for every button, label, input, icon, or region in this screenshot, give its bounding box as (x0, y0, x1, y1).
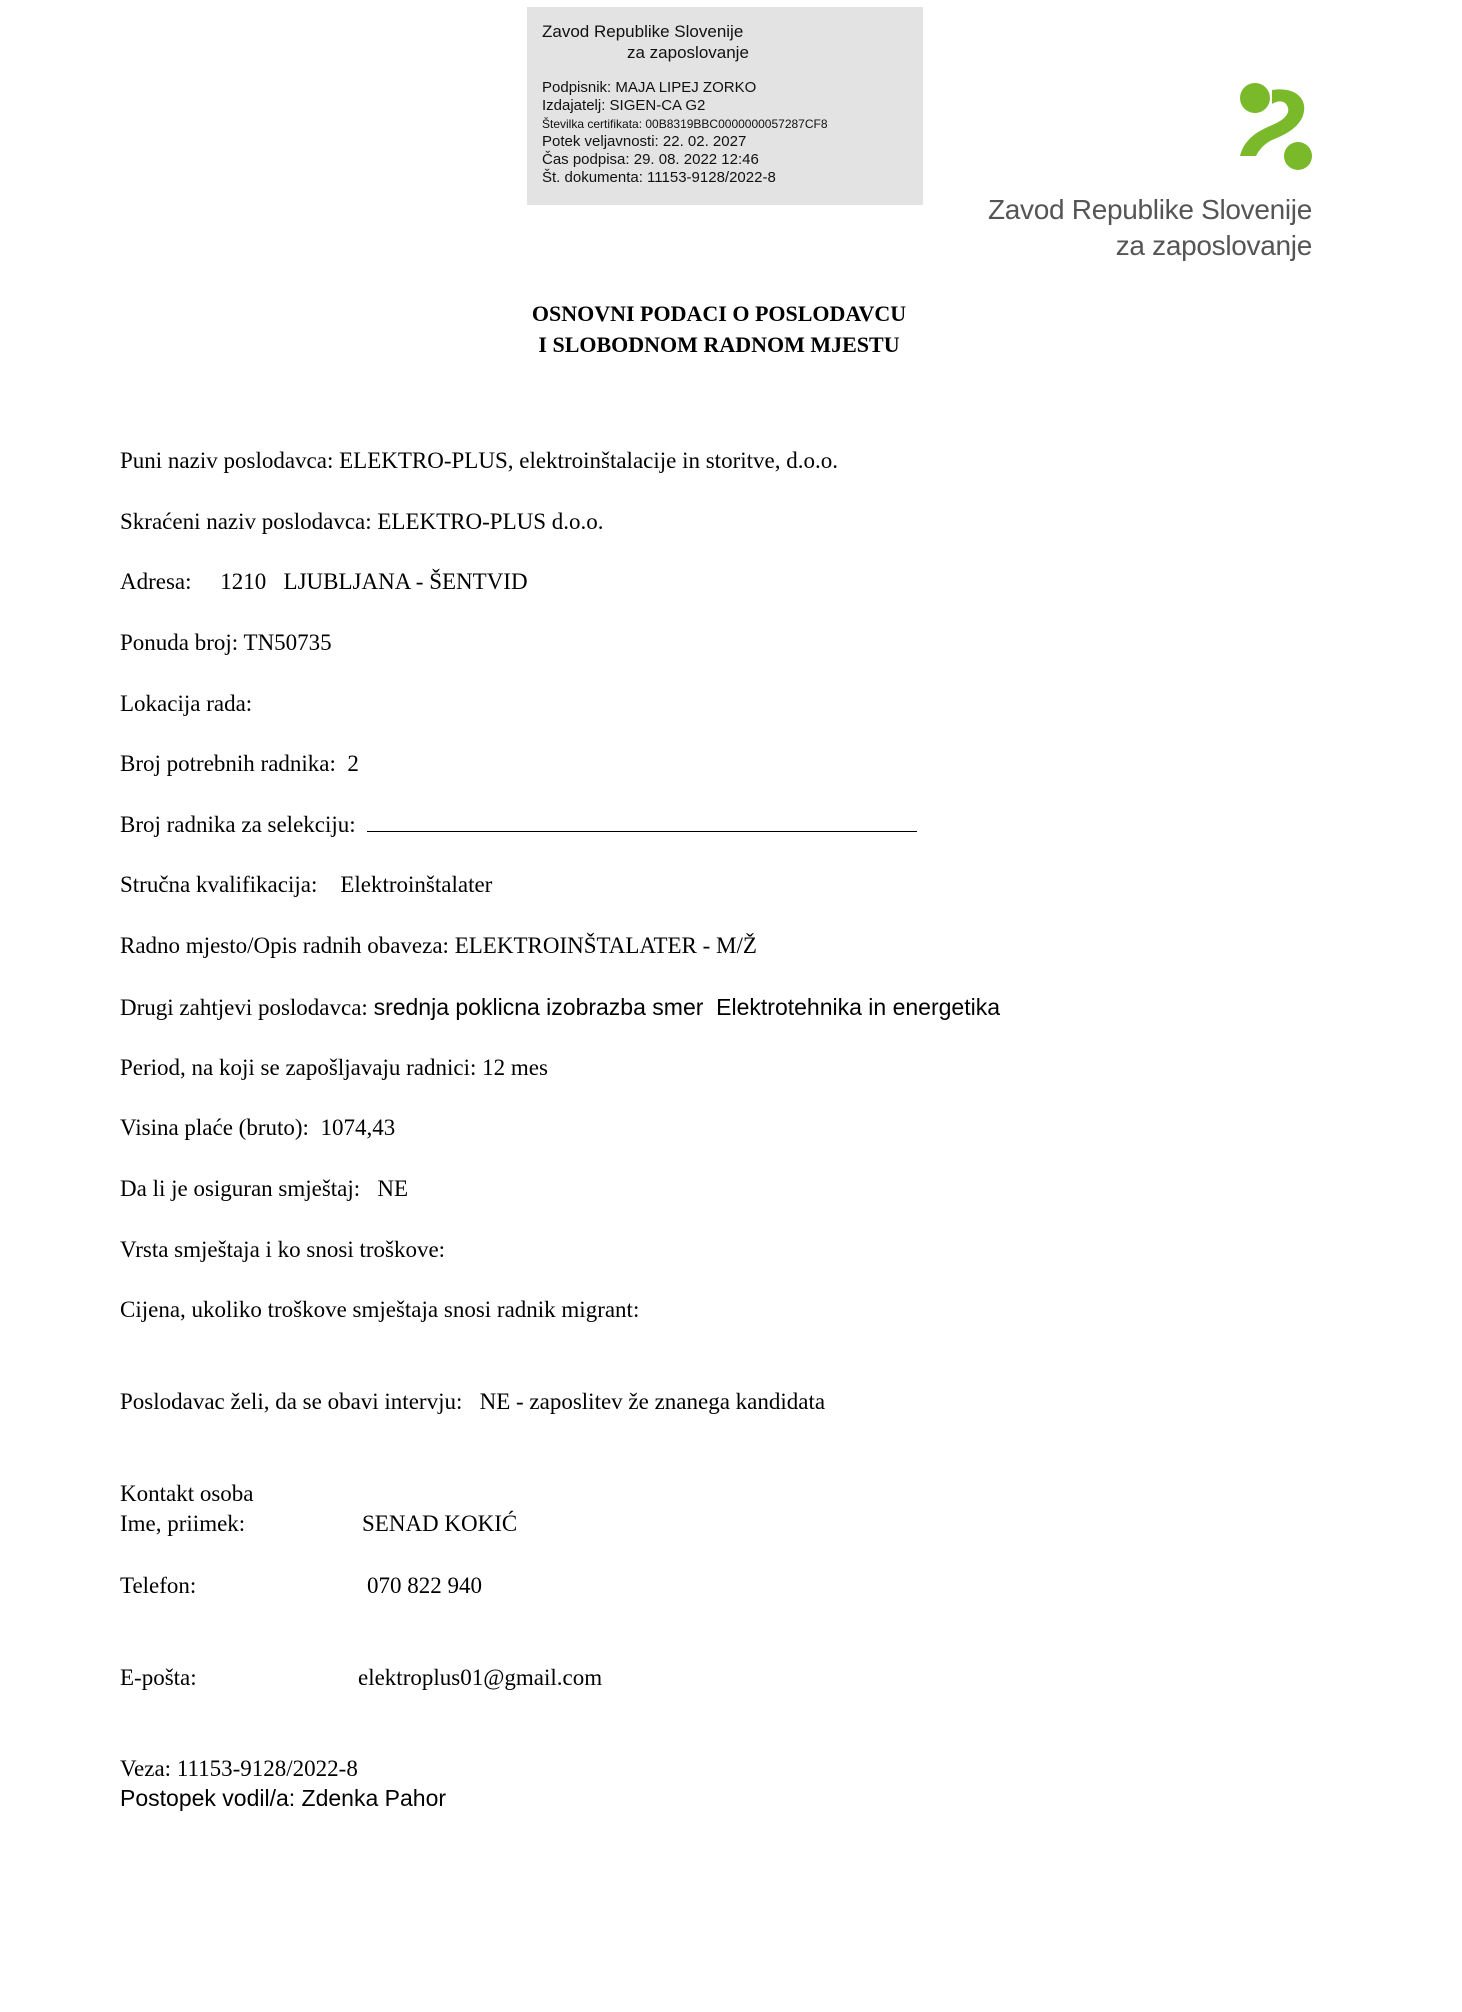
field-offer-number: Ponuda broj: TN50735 (120, 630, 332, 655)
stamp-issuer: Izdajatelj: SIGEN-CA G2 (542, 97, 706, 114)
other-requirements-label: Drugi zahtjevi poslodavca: (120, 995, 374, 1020)
field-workers-needed: Broj potrebnih radnika: 2 (120, 751, 359, 776)
field-address: Adresa: 1210 LJUBLJANA - ŠENTVID (120, 569, 528, 594)
contact-name-label: Ime, priimek: (120, 1511, 246, 1536)
reference: Veza: 11153-9128/2022-8 (120, 1756, 358, 1781)
title-line1: OSNOVNI PODACI O POSLODAVCU (531, 301, 907, 326)
stamp-signer: Podpisnik: MAJA LIPEJ ZORKO (542, 79, 757, 96)
field-position: Radno mjesto/Opis radnih obaveza: ELEKTROINŠTALATER - M/Ž (120, 933, 757, 958)
field-salary: Visina plaće (bruto): 1074,43 (120, 1115, 396, 1140)
field-workers-selection (120, 812, 917, 838)
logo-text (988, 192, 1312, 264)
handled-by: Postopek vodil/a: Zdenka Pahor (120, 1785, 447, 1811)
workers-selection-blank-line (367, 813, 917, 832)
field-short-name: Skraćeni naziv poslodavca: ELEKTRO-PLUS d.o.o. (120, 509, 604, 534)
field-housing-type: Vrsta smještaja i ko snosi troškove: (120, 1237, 446, 1262)
stamp-certificate: Številka certifikata: 00B8319BBC0000000057287CF8 (542, 117, 828, 131)
field-housing-price: Cijena, ukoliko troškove smještaja snosi radnik migrant: (120, 1297, 640, 1322)
logo-text-line2: za zaposlovanje (1115, 230, 1312, 261)
document-title (0, 298, 1438, 360)
field-housing: Da li je osiguran smještaj: NE (120, 1176, 409, 1201)
workers-selection-label: Broj radnika za selekciju: (120, 812, 368, 837)
contact-email-label: E-pošta: (120, 1665, 197, 1690)
field-full-name: Puni naziv poslodavca: ELEKTRO-PLUS, elektroinštalacije in storitve, d.o.o. (120, 448, 838, 473)
field-location: Lokacija rada: (120, 691, 253, 716)
contact-name-value: SENAD KOKIĆ (362, 1511, 518, 1536)
contact-email-value: elektroplus01@gmail.com (358, 1665, 603, 1690)
title-line2: I SLOBODNOM RADNOM MJESTU (538, 332, 900, 357)
field-other-requirements (120, 994, 1000, 1021)
stamp-org-line2: za zaposlovanje (627, 43, 749, 62)
stamp-signed-at: Čas podpisa: 29. 08. 2022 12:46 (542, 151, 759, 168)
field-qualification: Stručna kvalifikacija: Elektroinštalater (120, 872, 493, 897)
other-requirements-value: srednja poklicna izobrazba smer Elektrotehnika in energetika (373, 994, 1001, 1020)
zrss-logo-icon (1238, 82, 1314, 172)
stamp-valid-until: Potek veljavnosti: 22. 02. 2027 (542, 133, 747, 150)
field-interview: Poslodavac želi, da se obavi intervju: NE - zaposlitev že znanega kandidata (120, 1389, 826, 1414)
stamp-doc-number: Št. dokumenta: 11153-9128/2022-8 (542, 169, 776, 186)
stamp-org-line1: Zavod Republike Slovenije (542, 22, 744, 41)
contact-phone-label: Telefon: (120, 1573, 197, 1598)
logo-text-line1: Zavod Republike Slovenije (987, 194, 1312, 225)
contact-phone-value: 070 822 940 (367, 1573, 482, 1598)
stamp-details (542, 79, 828, 187)
field-period: Period, na koji se zapošljavaju radnici: 12 mes (120, 1055, 548, 1080)
signature-stamp (527, 7, 923, 205)
contact-heading: Kontakt osoba (120, 1481, 254, 1506)
